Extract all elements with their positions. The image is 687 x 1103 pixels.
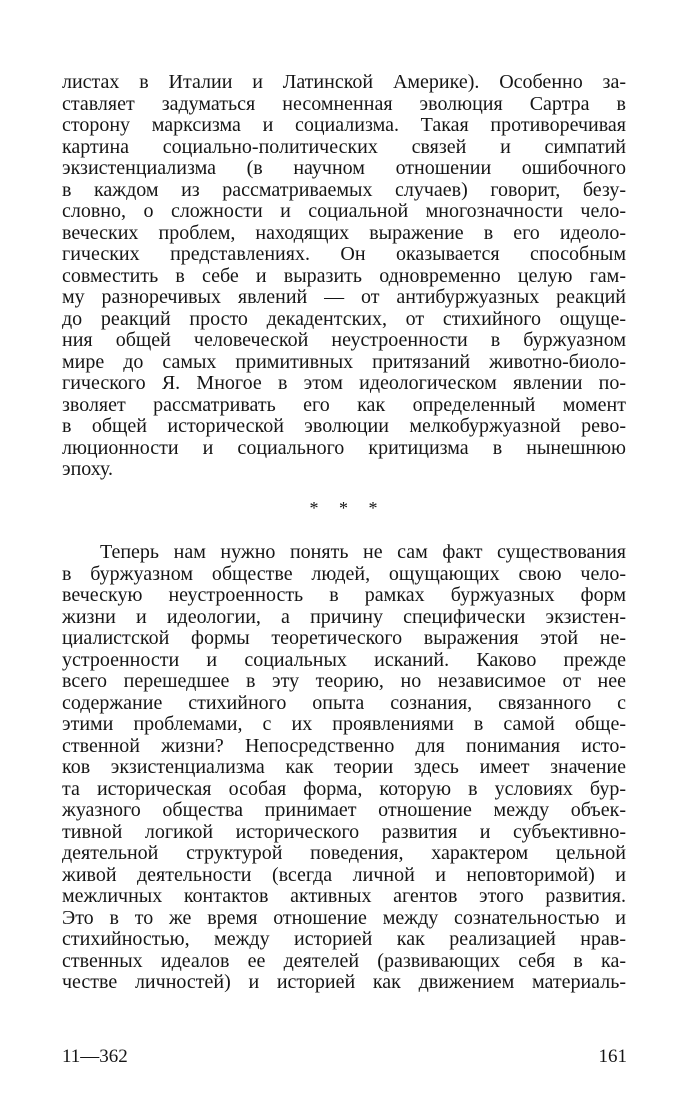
text-line: веческую неустроенность в рамках буржуазных форм <box>62 584 626 606</box>
text-line: му разноречивых явлений — от антибуржуазных реакций <box>62 286 626 308</box>
text-line: гического Я. Многое в этом идеологическом явлении по- <box>62 372 626 394</box>
text-line: жуазного общества принимает отношение между объек- <box>62 799 626 821</box>
text-line: Теперь нам нужно понять не сам факт существования <box>100 541 626 563</box>
paragraph-continued <box>62 72 626 481</box>
text-line: живой деятельности (всегда личной и неповторимой) и <box>62 863 626 886</box>
text-line: зволяет рассматривать его как определенный момент <box>62 393 626 416</box>
text-line: сторону марксизма и социализма. Такая противоречивая <box>62 114 626 136</box>
text-line: содержание стихийного опыта сознания, связанного с <box>62 691 626 714</box>
section-separator: * * * <box>309 498 386 518</box>
text-line: жизни и идеологии, а причину специфически экзистен- <box>62 605 626 628</box>
text-line: мире до самых примитивных притязаний животно-биоло- <box>62 350 626 373</box>
text-line: совместить в себе и выразить одновременно целую гам- <box>62 264 626 287</box>
text-line: циалистской формы теоретического выражения этой не- <box>62 627 626 649</box>
text-line: ственной жизни? Непосредственно для понимания исто- <box>62 734 626 757</box>
printer-signature-mark: 11—362 <box>62 1046 128 1067</box>
text-line: та историческая особая форма, которую в условиях бур- <box>62 777 626 800</box>
text-line: ственных идеалов ее деятелей (развивающих себя в ка- <box>62 949 626 972</box>
text-line: честве личностей) и историей как движением материаль- <box>62 971 626 993</box>
text-line: эпоху. <box>62 458 114 480</box>
text-line: Это в то же время отношение между сознательностью и <box>62 906 626 929</box>
text-line: гических представлениях. Он оказывается способным <box>62 243 626 265</box>
text-line: люционности и социального критицизма в нынешнюю <box>62 436 626 459</box>
text-line: в общей исторической эволюции мелкобуржуазной рево- <box>62 415 626 437</box>
text-line: ния общей человеческой неустроенности в буржуазном <box>62 329 626 351</box>
text-line: веческих проблем, находящих выражение в его идеоло- <box>62 221 626 244</box>
text-line: ков экзистенциализма как теории здесь имеет значение <box>62 756 626 778</box>
text-line: стихийностью, между историей как реализацией нрав- <box>62 928 626 950</box>
text-line: межличных контактов активных агентов этого развития. <box>62 885 626 907</box>
text-line: в каждом из рассматриваемых случаев) говорит, безу- <box>62 178 626 201</box>
text-line: ставляет задуматься несомненная эволюция Сартра в <box>62 92 626 115</box>
text-line: экзистенциализма (в научном отношении ошибочного <box>62 157 626 179</box>
page-number: 161 <box>598 1046 627 1067</box>
text-line: тивной логикой исторического развития и субъективно- <box>62 820 626 843</box>
text-line: в буржуазном обществе людей, ощущающих свою чело- <box>62 562 626 585</box>
text-line: картина социально-политических связей и симпатий <box>62 135 626 158</box>
text-line: этими проблемами, с их проявлениями в самой обще- <box>62 713 626 735</box>
text-line: до реакций просто декадентских, от стихийного ощуще- <box>62 307 626 330</box>
text-line: устроенности и социальных исканий. Каково прежде <box>62 648 626 671</box>
text-line: всего перешедшее в эту теорию, но независимое от нее <box>62 670 626 692</box>
text-line: словно, о сложности и социальной многозначности чело- <box>62 200 626 222</box>
text-line: листах в Италии и Латинской Америке). Особенно за- <box>62 71 626 93</box>
paragraph <box>62 542 626 994</box>
text-line: деятельной структурой поведения, характером цельной <box>62 842 626 864</box>
